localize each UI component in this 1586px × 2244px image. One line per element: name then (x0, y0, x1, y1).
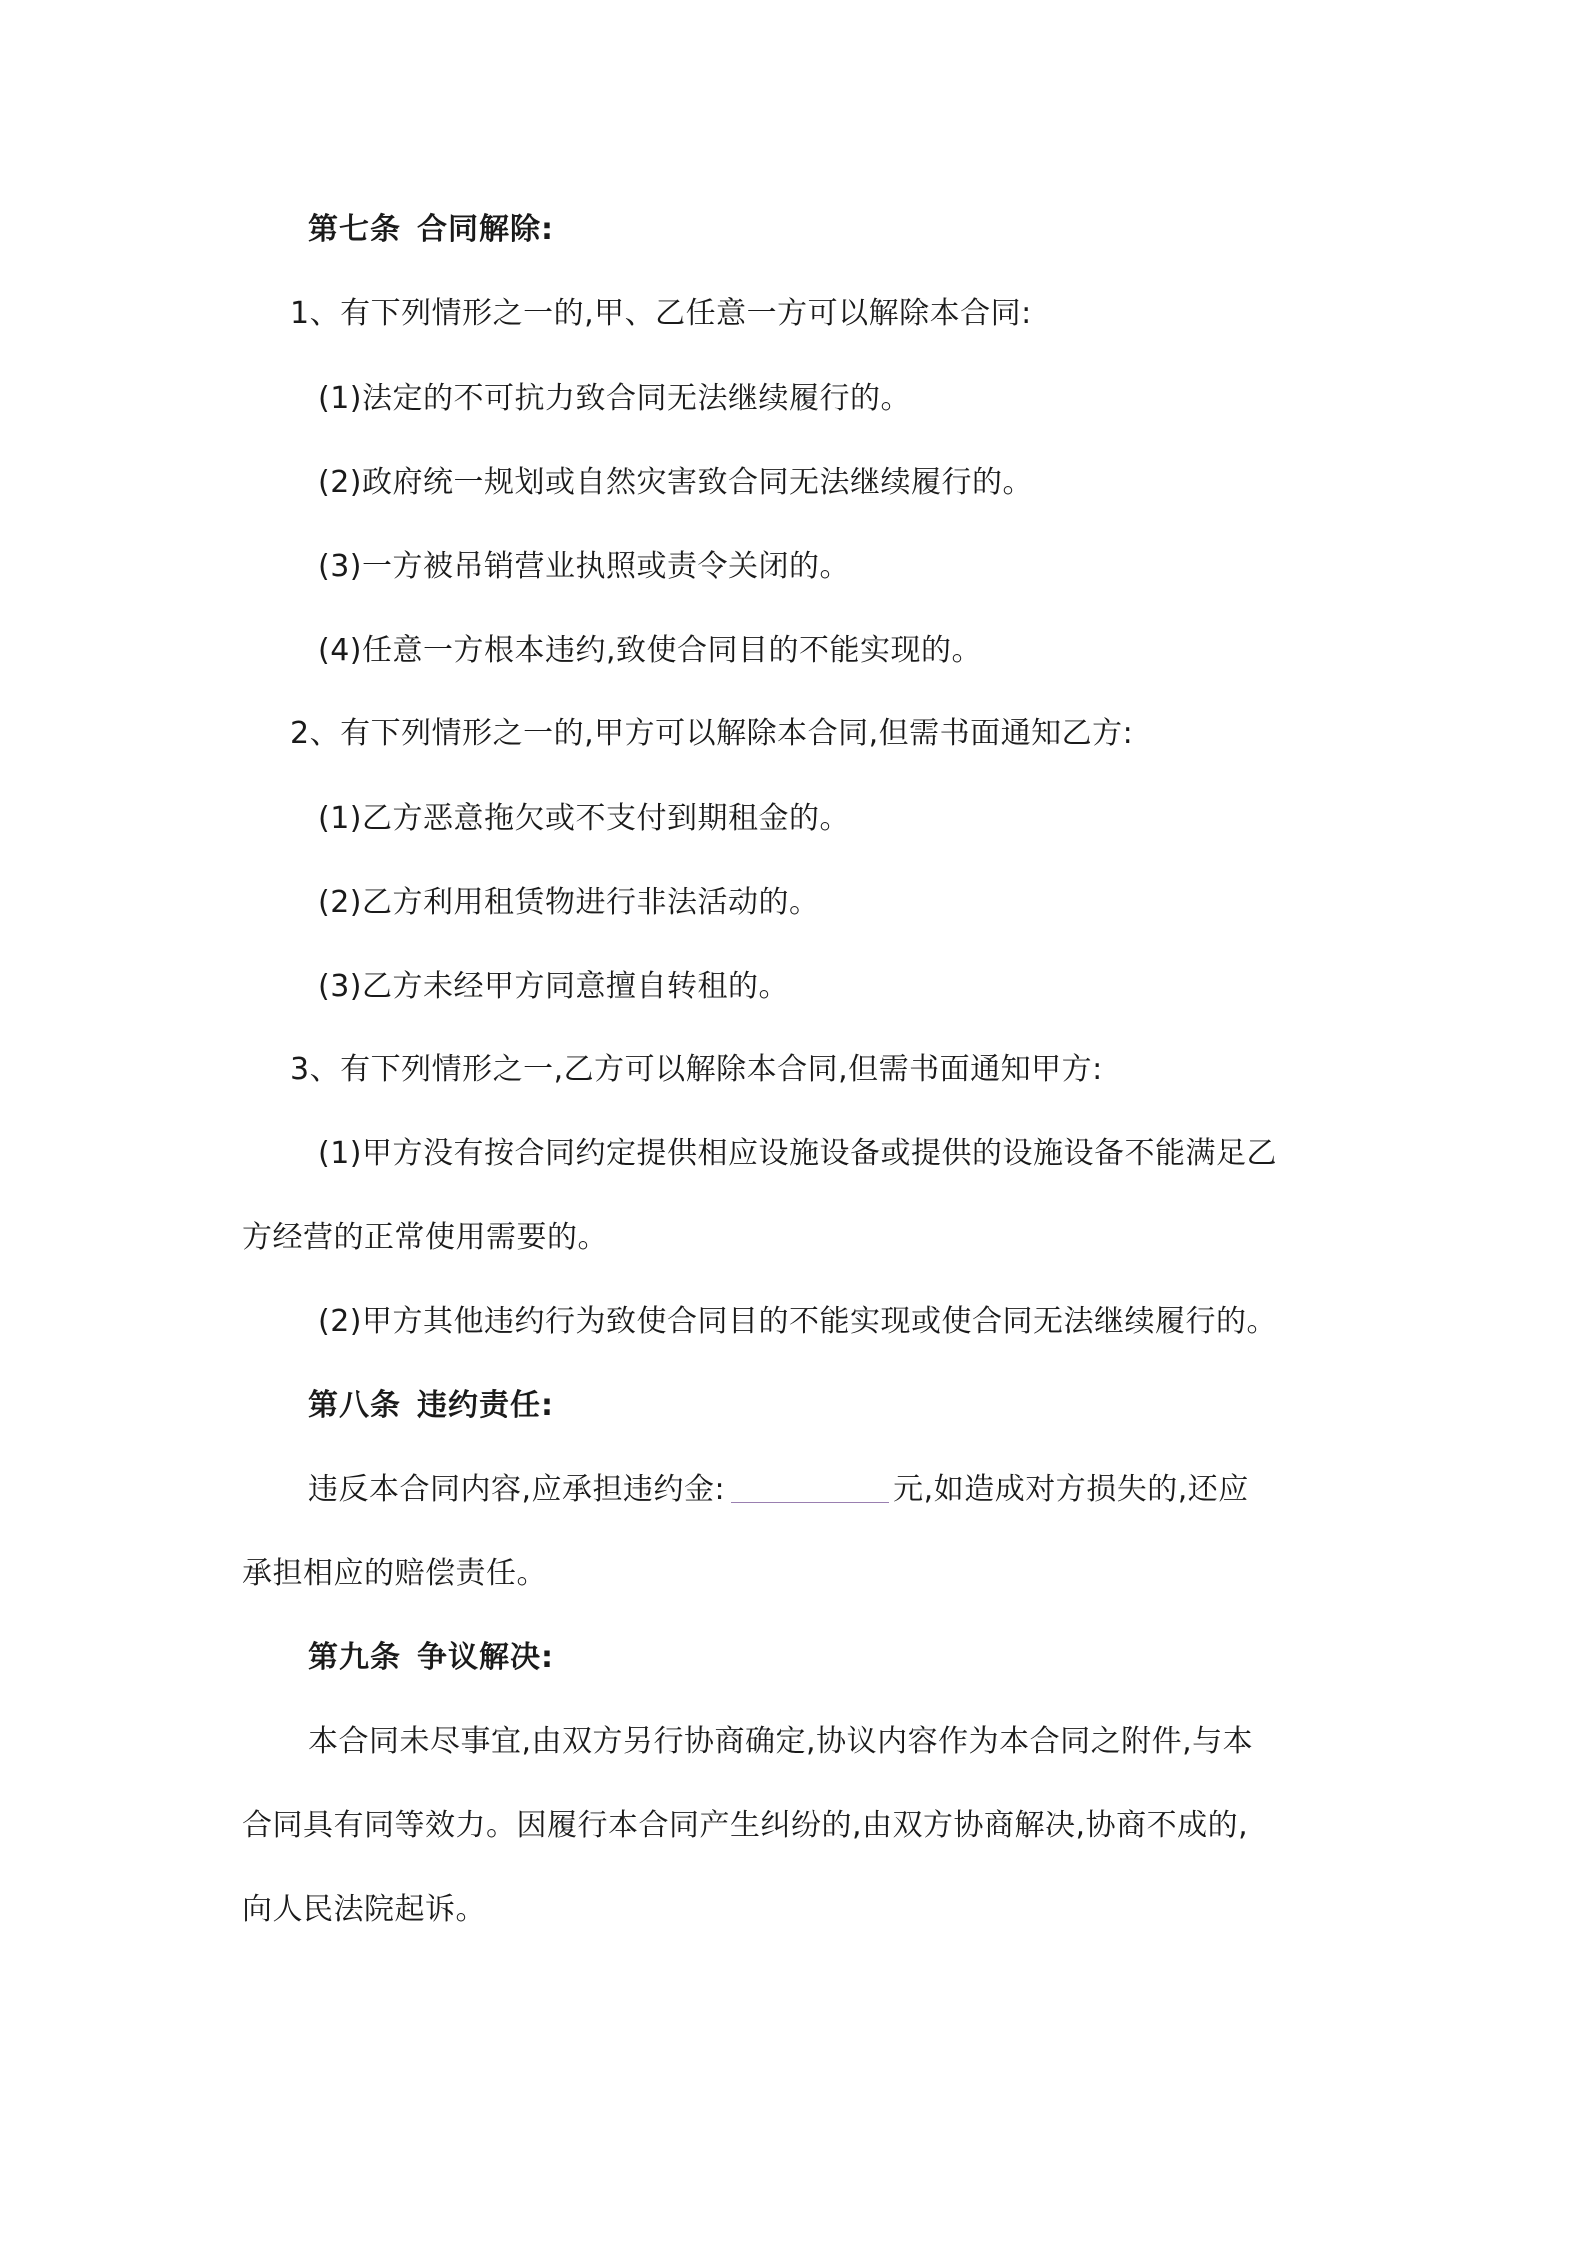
article-8-text-after-blank: 元,如造成对方损失的,还应 (893, 1472, 1249, 1507)
article-8-text-before-blank: 违反本合同内容,应承担违约金: (308, 1472, 726, 1507)
article-7-clause-3-item-1-line-2: 方经营的正常使用需要的。 (242, 1220, 608, 1255)
article-8-line-2: 承担相应的赔偿责任。 (242, 1556, 547, 1591)
article-8-line-1 (308, 1470, 1249, 1510)
article-9-title: 争议解决: (417, 1640, 554, 1675)
penalty-amount-blank (731, 1472, 889, 1503)
article-7-clause-2-item-1: (1)乙方恶意拖欠或不支付到期租金的。 (318, 801, 850, 836)
article-9-line-3: 向人民法院起诉。 (242, 1892, 486, 1927)
article-7-clause-1-item-1: (1)法定的不可抗力致合同无法继续履行的。 (318, 381, 911, 416)
article-7-clause-1-item-3: (3)一方被吊销营业执照或责令关闭的。 (318, 549, 850, 584)
article-9-line-2: 合同具有同等效力。因履行本合同产生纠纷的,由双方协商解决,协商不成的, (242, 1808, 1249, 1843)
article-7-clause-2-intro: 2、有下列情形之一的,甲方可以解除本合同,但需书面通知乙方: (290, 716, 1134, 751)
article-7-title: 合同解除: (417, 212, 554, 247)
article-9-number: 第九条 (308, 1640, 401, 1675)
article-7-number: 第七条 (308, 212, 401, 247)
article-8-heading (308, 1386, 554, 1426)
article-7-clause-3-intro: 3、有下列情形之一,乙方可以解除本合同,但需书面通知甲方: (290, 1052, 1103, 1087)
article-7-clause-2-item-3: (3)乙方未经甲方同意擅自转租的。 (318, 969, 789, 1004)
article-7-clause-3-item-2: (2)甲方其他违约行为致使合同目的不能实现或使合同无法继续履行的。 (318, 1304, 1277, 1339)
article-7-clause-3-item-1-line-1: (1)甲方没有按合同约定提供相应设施设备或提供的设施设备不能满足乙 (318, 1136, 1277, 1171)
article-7-clause-2-item-2: (2)乙方利用租赁物进行非法活动的。 (318, 885, 820, 920)
article-8-number: 第八条 (308, 1388, 401, 1423)
article-8-title: 违约责任: (417, 1388, 554, 1423)
article-7-clause-1-item-4: (4)任意一方根本违约,致使合同目的不能实现的。 (318, 633, 983, 668)
article-7-clause-1-item-2: (2)政府统一规划或自然灾害致合同无法继续履行的。 (318, 465, 1033, 500)
article-7-clause-1-intro: 1、有下列情形之一的,甲、乙任意一方可以解除本合同: (290, 296, 1032, 331)
article-9-line-1: 本合同未尽事宜,由双方另行协商确定,协议内容作为本合同之附件,与本 (308, 1724, 1254, 1759)
article-7-heading (308, 210, 554, 250)
article-9-heading (308, 1638, 554, 1678)
